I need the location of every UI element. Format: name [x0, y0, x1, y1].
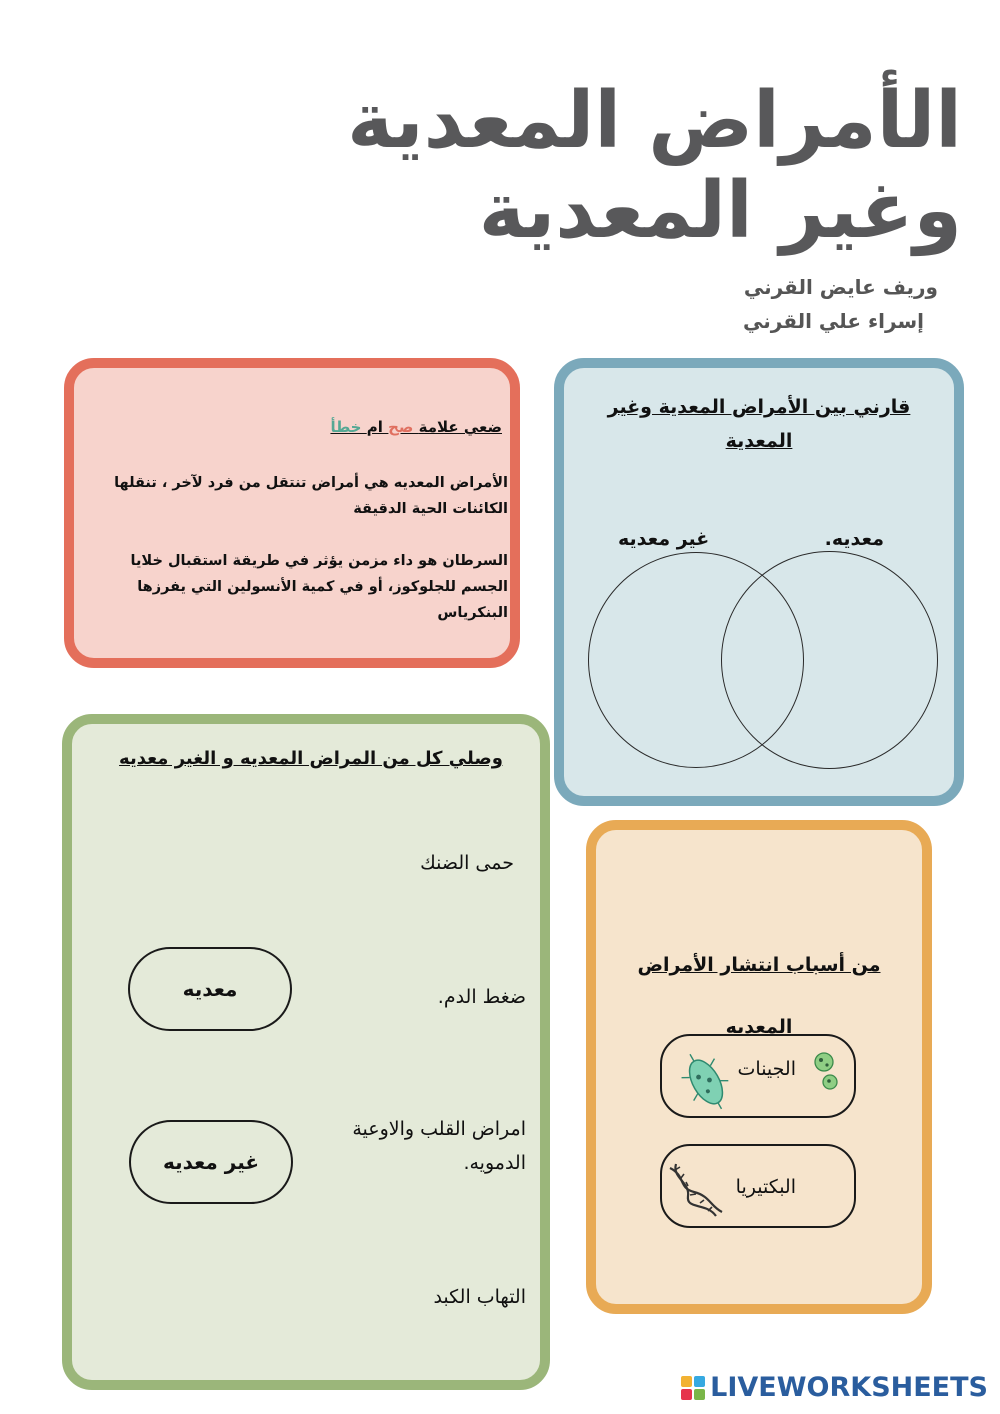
true-false-statement-2[interactable]: السرطان هو داء مزمن يؤثر في طريقة استقبال خلايا الجسم للجلوكوز، أو في كمية الأنسولين التي يفرزها البنكرياس: [130, 553, 508, 621]
cause-option-bacteria[interactable]: [660, 1144, 856, 1228]
authors: [638, 270, 938, 338]
worksheet-title-line2: وغير المعدية: [478, 166, 962, 256]
cause-label-genes: الجينات: [737, 1058, 796, 1080]
true-false-statement-1[interactable]: الأمراض المعديه هي أمراض تنتقل من فرد لآخر ، تنقلها الكائنات الحية الدقيقة: [114, 475, 508, 517]
author-1: وريف عايض القرني: [743, 275, 938, 299]
matching-title: وصلي كل من المراض المعديه و الغير معديه: [119, 748, 503, 769]
match-item-hepatitis[interactable]: التهاب الكبد: [433, 1286, 526, 1308]
true-false-instruction: [102, 418, 502, 436]
true-false-card: [64, 358, 520, 668]
matching-card: [62, 714, 550, 1390]
logo-square-2: [694, 1376, 705, 1387]
venn-circle-right[interactable]: [721, 551, 938, 769]
venn-card: [554, 358, 964, 806]
wrong-word: خطأ: [330, 418, 367, 436]
logo-square-1: [681, 1376, 692, 1387]
causes-title-line1: من أسباب انتشار الأمراض: [637, 954, 881, 976]
match-option-noninfectious[interactable]: غير معديه: [129, 1120, 293, 1204]
cause-option-genes[interactable]: [660, 1034, 856, 1118]
connector-word: ام: [366, 418, 389, 436]
dna-icon: [666, 1162, 726, 1218]
venn-label-noninfectious: غير معديه: [618, 528, 710, 550]
instruction-prefix: ضعي علامة: [418, 418, 502, 436]
match-item-dengue[interactable]: حمى الضنك: [420, 852, 514, 874]
liveworksheets-logo: [681, 1372, 988, 1403]
venn-title: قارني بين الأمراض المعدية وغير المعدية: [607, 396, 911, 452]
logo-grid-icon: [681, 1376, 705, 1400]
causes-title-line2: المعديه: [725, 1016, 793, 1038]
logo-text: LIVEWORKSHEETS: [710, 1372, 988, 1403]
worksheet-title-line1: الأمراض المعدية: [347, 76, 962, 166]
logo-square-3: [681, 1389, 692, 1400]
correct-word: صح: [388, 418, 419, 436]
causes-card: [586, 820, 932, 1314]
match-item-blood-pressure[interactable]: ضغط الدم.: [437, 986, 526, 1008]
match-option-infectious[interactable]: معديه: [128, 947, 292, 1031]
match-item-heart-disease[interactable]: امراض القلب والاوعية الدمويه.: [352, 1118, 526, 1174]
author-2: إسراء علي القرني: [743, 309, 924, 333]
venn-label-infectious: معديه.: [824, 528, 884, 550]
logo-square-4: [694, 1389, 705, 1400]
cause-label-bacteria: البكتيريا: [735, 1176, 796, 1198]
